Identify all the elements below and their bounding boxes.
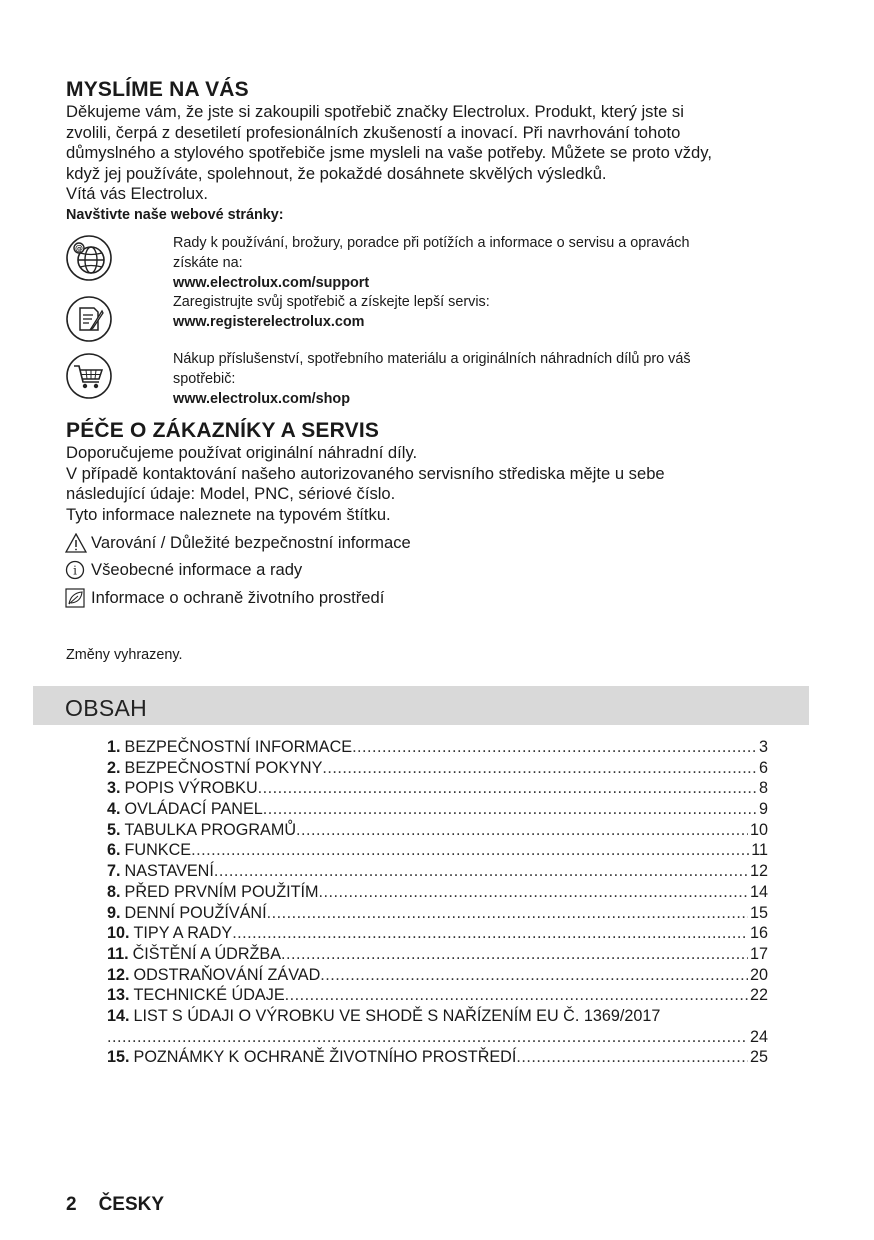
- toc-item[interactable]: [107, 840, 768, 861]
- toc-item[interactable]: [107, 820, 768, 841]
- toc-item-label: TECHNICKÉ ÚDAJE: [133, 986, 285, 1005]
- toc-item-page: 20: [749, 965, 768, 984]
- service-line: V případě kontaktování našeho autorizovaného servisního střediska mějte u sebe: [66, 463, 665, 483]
- toc-item-number: 7.: [107, 862, 121, 881]
- intro-line: když jej používáte, spolehnout, že pokaždé dosáhnete skvělých výsledků.: [66, 163, 607, 183]
- section-title-pece: PÉČE O ZÁKAZNÍKY A SERVIS: [66, 419, 380, 442]
- toc-item-page: 8: [758, 779, 768, 798]
- toc-item-page: 25: [749, 1048, 768, 1067]
- leaf-icon: [65, 588, 87, 608]
- toc-item-label: BEZPEČNOSTNÍ INFORMACE: [124, 738, 353, 756]
- toc-item[interactable]: [107, 799, 768, 820]
- intro-line: Vítá vás Electrolux.: [66, 184, 209, 204]
- toc-item-label: POZNÁMKY K OCHRANĚ ŽIVOTNÍHO PROSTŘEDÍ: [133, 1048, 517, 1067]
- toc-item[interactable]: [107, 861, 768, 882]
- changes-reserved: Změny vyhrazeny.: [66, 647, 183, 663]
- toc-item-page: 14: [749, 882, 768, 901]
- svg-text:@: @: [75, 244, 83, 253]
- toc-item[interactable]: [107, 882, 768, 903]
- toc-item-label: LIST S ÚDAJI O VÝROBKU VE SHODĚ S NAŘÍZENÍM EU Č. 1369/2017: [133, 1006, 661, 1025]
- intro-line: zvolili, čerpá z desetiletí profesionálních zkušeností a inovací. Při navrhování tohoto: [66, 122, 681, 142]
- toc-item-label: ODSTRAŇOVÁNÍ ZÁVAD: [133, 965, 321, 984]
- toc-item-page: 12: [749, 862, 768, 881]
- legend-info: [65, 560, 302, 580]
- service-paragraph: [66, 443, 665, 525]
- visit-websites-label: Navštivte naše webové stránky:: [66, 207, 284, 223]
- toc-item-label: FUNKCE: [124, 841, 192, 860]
- toc-item-label: BEZPEČNOSTNÍ POKYNY: [124, 758, 323, 777]
- toc-item[interactable]: [107, 944, 768, 965]
- service-line: Doporučujeme používat originální náhradní díly.: [66, 443, 418, 462]
- service-line: následující údaje: Model, PNC, sériové číslo.: [66, 484, 396, 504]
- toc-item-label: OVLÁDACÍ PANEL: [124, 800, 263, 819]
- toc-item-page: 6: [758, 758, 768, 777]
- register-icon: [64, 294, 114, 344]
- toc-item-label: PŘED PRVNÍM POUŽITÍM: [124, 882, 319, 901]
- toc-item[interactable]: [107, 965, 768, 986]
- legend-environment-text: Informace o ochraně životního prostředí: [91, 588, 385, 607]
- toc-item-page: 9: [758, 800, 768, 819]
- toc-item-page: 10: [749, 820, 768, 839]
- website-register-text: Zaregistrujte svůj spotřebič a získejte lepší servis:: [173, 294, 490, 310]
- toc-item[interactable]: [107, 1047, 768, 1068]
- toc-item[interactable]: [107, 903, 768, 924]
- legend-info-text: Všeobecné informace a rady: [91, 560, 303, 579]
- globe-icon: [64, 233, 114, 283]
- toc-item-number: 1.: [107, 738, 121, 756]
- toc-item-page: 11: [751, 841, 768, 860]
- toc-item-page: 22: [749, 986, 768, 1005]
- website-support-link[interactable]: www.electrolux.com/support: [173, 275, 370, 291]
- toc-item-number: 14.: [107, 1006, 130, 1025]
- legend-warning: [65, 533, 411, 553]
- toc-item[interactable]: [107, 923, 768, 944]
- contents-title: OBSAH: [65, 695, 148, 721]
- toc-item-number: 5.: [107, 820, 121, 839]
- toc-item-label: POPIS VÝROBKU: [124, 779, 258, 798]
- toc-item-label: NASTAVENÍ: [124, 862, 214, 881]
- info-icon: [65, 560, 87, 580]
- legend-environment: [65, 588, 384, 608]
- website-shop-text: spotřebič:: [173, 371, 236, 387]
- legend-warning-text: Varování / Důležité bezpečnostní informace: [91, 533, 411, 552]
- website-register-link[interactable]: www.registerelectrolux.com: [173, 314, 365, 330]
- svg-text:i: i: [73, 563, 77, 578]
- website-support-text: získáte na:: [173, 255, 243, 271]
- toc-item-number: 8.: [107, 882, 121, 901]
- website-support-text: Rady k používání, brožury, poradce při potížích a informace o servisu a opravách: [173, 235, 690, 251]
- page-number: 2: [66, 1194, 77, 1215]
- toc-item[interactable]: [107, 1006, 768, 1047]
- intro-line: důmyslného a stylového spotřebiče jsme mysleli na vaše potřeby. Můžete se proto vždy,: [66, 143, 712, 163]
- website-shop-text: Nákup příslušenství, spotřebního materiálu a originálních náhradních dílů pro váš: [173, 351, 691, 367]
- intro-line: Děkujeme vám, že jste si zakoupili spotřebič značky Electrolux. Produkt, který jste si: [66, 102, 684, 121]
- toc-item[interactable]: [107, 778, 768, 799]
- toc-item-label: DENNÍ POUŽÍVÁNÍ: [124, 903, 267, 922]
- toc-item-page: 16: [749, 924, 768, 943]
- cart-icon: [64, 351, 114, 401]
- toc-item-number: 4.: [107, 800, 121, 819]
- warning-icon: [65, 533, 87, 553]
- toc-item[interactable]: [107, 985, 768, 1006]
- toc-item-label: ČIŠTĚNÍ A ÚDRŽBA: [132, 944, 282, 963]
- toc-item-number: 3.: [107, 779, 121, 798]
- toc-item[interactable]: [107, 737, 768, 758]
- toc-item-number: 15.: [107, 1048, 130, 1067]
- intro-paragraph: [66, 102, 712, 205]
- service-line: Tyto informace naleznete na typovém štítku.: [66, 504, 391, 524]
- toc-item-number: 10.: [107, 924, 130, 943]
- page-footer: [66, 1194, 164, 1216]
- toc-item-number: 12.: [107, 965, 130, 984]
- toc-item-number: 9.: [107, 903, 121, 922]
- section-title-myslime: MYSLÍME NA VÁS: [66, 78, 249, 101]
- toc-item-page: 24: [749, 1027, 768, 1046]
- contents-header-band: [33, 686, 809, 725]
- toc-item-number: 13.: [107, 986, 130, 1005]
- website-shop-link[interactable]: www.electrolux.com/shop: [173, 391, 350, 407]
- table-of-contents: [107, 737, 768, 1068]
- toc-item-number: 2.: [107, 758, 121, 777]
- toc-item-label: TABULKA PROGRAMŮ: [124, 820, 297, 839]
- toc-item[interactable]: [107, 758, 768, 779]
- toc-item-page: 17: [749, 944, 768, 963]
- website-register: [173, 292, 490, 332]
- toc-item-number: 6.: [107, 841, 121, 860]
- website-shop: [173, 349, 691, 409]
- toc-item-page: 3: [758, 738, 768, 756]
- toc-item-page: 15: [749, 903, 768, 922]
- toc-item-label: TIPY A RADY: [133, 924, 233, 943]
- language-label: ČESKY: [98, 1194, 165, 1215]
- website-support: [173, 233, 689, 293]
- toc-item-number: 11.: [107, 944, 129, 963]
